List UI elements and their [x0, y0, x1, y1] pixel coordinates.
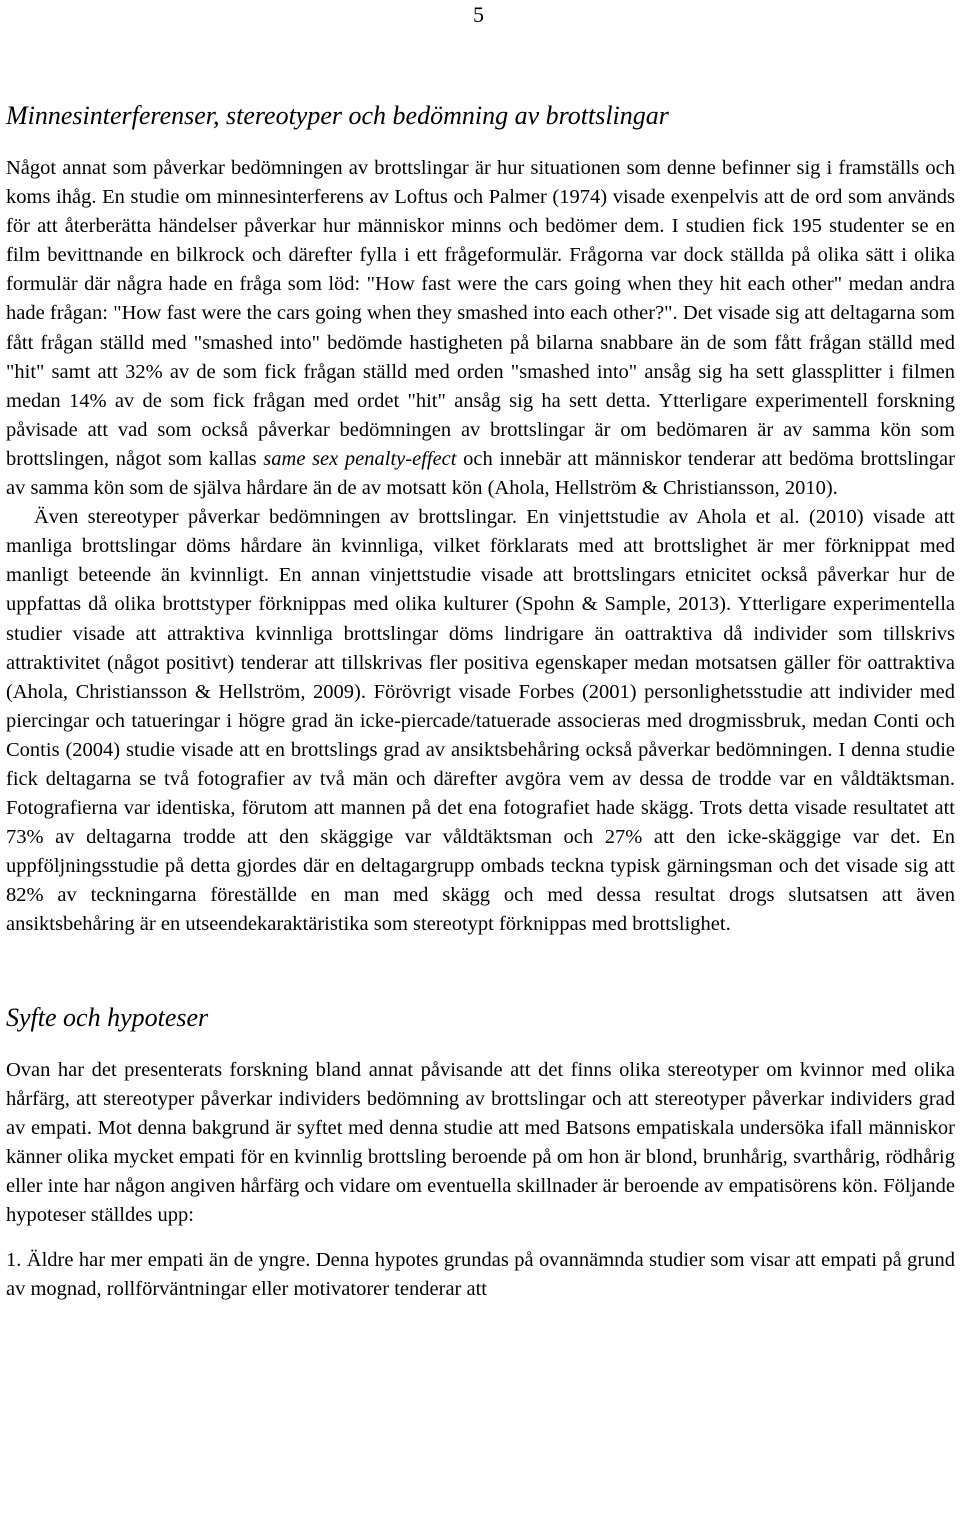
section-heading-syfte: Syfte och hypoteser — [6, 1002, 209, 1032]
section-heading-minnesinterferenser: Minnesinterferenser, stereotyper och bedömning av brottslingar — [6, 101, 669, 130]
page-number: 5 — [473, 2, 484, 27]
paragraph-hypothesis-1: 1. Äldre har mer empati än de yngre. Denna hypotes grundas på ovannämnda studier som visar att empati på grund av mognad, rollförväntningar eller motivatorer tenderar att — [6, 1249, 955, 1301]
paragraph-text: och innebär att människor tenderar att bedöma brottslingar av samma kön som de själva hårdare än de av motsatt kön (Ahola, Hellström & Christiansson, 2010). — [6, 447, 955, 500]
italic-term: same sex penalty-effect — [263, 447, 457, 470]
paragraph-text: Något annat som påverkar bedömningen av brottslingar är hur situationen som denne befinner sig i framställs och koms ihåg. En studie om minnesinterferens av Loftus och Palmer (1974) visade exenpelvis att de ord som används för att återberätta händelser påverkar hur människor minns och bedömer dem. I studien fick 195 studenter se en film bevittnande en bilkrock och därefter fylla i ett frågeformulär. Frågorna var dock ställda på olika sätt i olika formulär där några hade en fråga som löd: "How fast were the cars going when they hit each other" medan andra hade frågan: "How fast were the cars going when they smashed into each other?". Det visade sig att deltagarna som fått frågan ställd med "smashed into" bedömde hastigheten på bilarna snabbare än de som fått frågan ställd med "hit" samt att 32% av de som fick frågan ställd med orden "smashed into" ansåg sig ha sett glassplitter i filmen medan 14% av de som fick frågan med ordet "hit" ansåg sig ha sett detta. Ytterligare experimentell forskning påvisade att vad som också påverkar bedömningen av brottslingar är om bedömaren är av samma kön som brottslingen, något som kallas — [6, 157, 955, 470]
paragraph-stereotyper: Även stereotyper påverkar bedömningen av brottslingar. En vinjettstudie av Ahola et al. (2010) visade att manliga brottslingar döms hårdare än kvinnliga, vilket förklarats med att brottslighet är mer förknippat med manligt beteende än kvinnligt. En annan vinjettstudie visade att brottslingars etnicitet också påverkar hur de uppfattas då olika brottstyper förknippas med olika kulturer (Spohn & Sample, 2013). Ytterligare experimentella studier visade att attraktiva kvinnliga brottslingar döms lindrigare än oattraktiva då individer som tillskrivs attraktivitet (något positivt) tenderar att tillskrivas fler positiva egenskaper medan motsatsen gäller för oattraktiva (Ahola, Christiansson & Hellström, 2009). Förövrigt visade Forbes (2001) personlighetsstudie att individer med piercingar och tatueringar i högre grad än icke-piercade/tatuerade associeras med drogmissbruk, medan Conti och Contis (2004) studie visade att en brottslings grad av ansiktsbehåring också påverkar bedömningen. I denna studie fick deltagarna se två fotografier av två män och därefter avgöra vem av dessa de trodde var en våldtäktsman. Fotografierna var identiska, förutom att mannen på det ena fotografiet hade skägg. Trots detta visade resultatet att 73% av deltagarna trodde att den skäggige var våldtäktsman och 27% att den icke-skäggige var det. En uppföljningsstudie på detta gjordes där en deltagargrupp ombads teckna typisk gärningsman och det visade sig att 82% av teckningarna föreställde en man med skägg och med dessa resultat drogs slutsatsen att även ansiktsbehåring är en utseendekaraktäristika som stereotypt förknippas med brottslighet. — [6, 506, 955, 936]
paragraph-syfte: Ovan har det presenterats forskning bland annat påvisande att det finns olika stereotyper om kvinnor med olika hårfärg, att stereotyper påverkar individers bedömning av brottslingar och att stereotyper påverkar individers grad av empati. Mot denna bakgrund är syftet med denna studie att med Batsons empatiskala undersöka ifall människor känner olika mycket empati för en kvinnlig brottsling beroende på om hon är blond, brunhårig, svarthårig, rödhårig eller inte har någon angiven hårfärg och vidare om eventuella skillnader är beroende av empatisörens kön. Följande hypoteser ställdes upp: — [6, 1058, 955, 1226]
document-body — [6, 100, 955, 1304]
paragraph-loftus-palmer — [6, 154, 955, 503]
